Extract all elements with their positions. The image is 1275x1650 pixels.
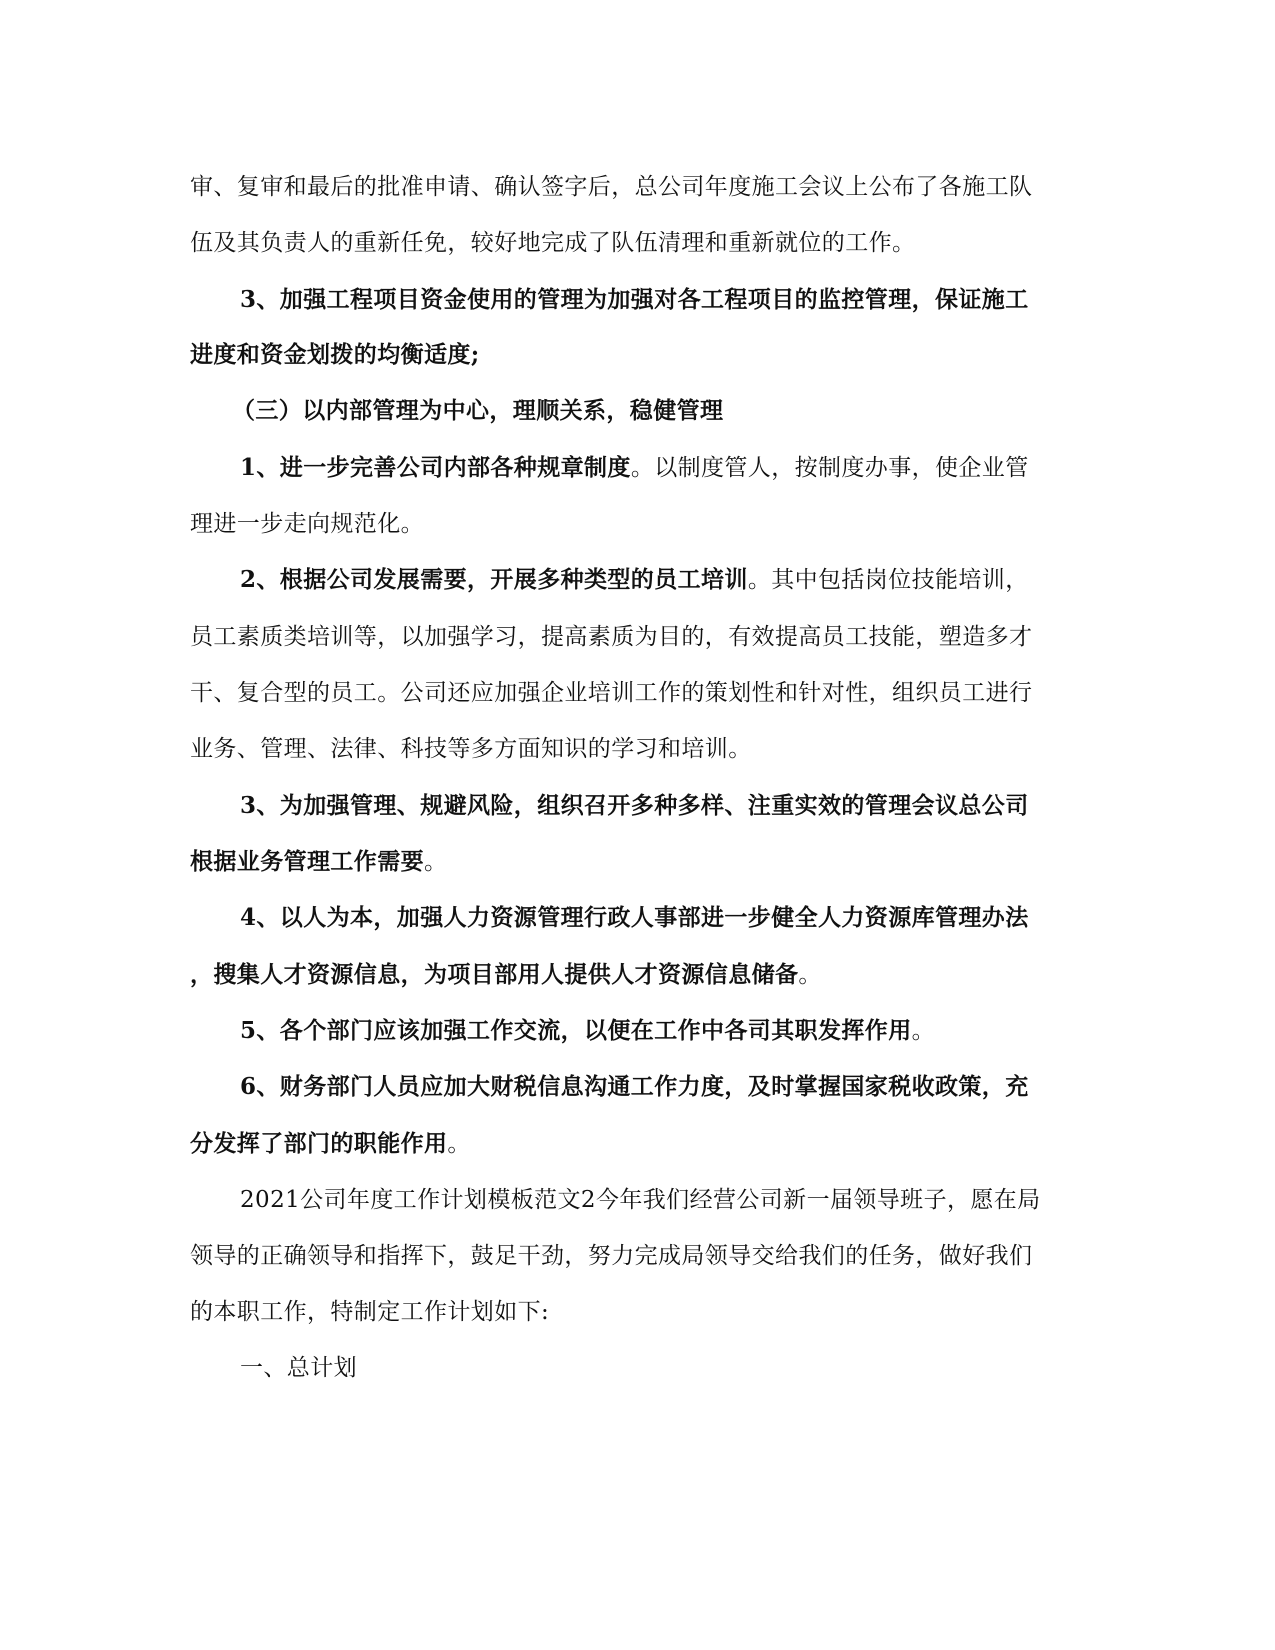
paragraph-line: [190, 847, 1090, 877]
numbered-item-heading: 3、为加强管理、规避风险，组织召开多种多样、注重实效的管理会议总公司: [240, 792, 1029, 819]
section-heading: （三）以内部管理为中心，理顺关系，稳健管理: [232, 397, 724, 424]
inline-bold-text: 1、进一步完善公司内部各种规章制度: [240, 454, 631, 481]
section-heading: 一、总计划: [240, 1355, 357, 1381]
numbered-item-heading: 6、财务部门人员应加大财税信息沟通工作力度，及时掌握国家税收政策，充: [240, 1073, 1029, 1100]
paragraph-line: 的本职工作，特制定工作计划如下:: [190, 1299, 550, 1325]
numbered-item-heading: 4、以人为本，加强人力资源管理行政人事部进一步健全人力资源库管理办法: [240, 904, 1029, 931]
inline-text: 。其中包括岗位技能培训，: [747, 567, 1029, 593]
paragraph-line: 业务、管理、法律、科技等多方面知识的学习和培训。: [190, 736, 752, 762]
paragraph-line: 伍及其负责人的重新任免，较好地完成了队伍清理和重新就位的工作。: [190, 230, 916, 256]
inline-text: 。: [911, 1018, 936, 1044]
paragraph-line: 2021公司年度工作计划模板范文2今年我们经营公司新一届领导班子，愿在局: [240, 1187, 1041, 1213]
paragraph-line: [190, 960, 1090, 990]
inline-text: 。: [447, 1131, 471, 1157]
paragraph-line: 领导的正确领导和指挥下，鼓足干劲，努力完成局领导交给我们的任务，做好我们: [190, 1243, 1033, 1269]
inline-text: 。: [798, 962, 822, 988]
inline-text: 。以制度管人，按制度办事，使企业管: [630, 455, 1029, 481]
paragraph-line: 理进一步走向规范化。: [190, 511, 424, 537]
paragraph-line: [190, 1129, 1090, 1159]
paragraph-line: [240, 1016, 1090, 1046]
paragraph-line: [240, 565, 1090, 595]
inline-bold-text: 分发挥了部门的职能作用: [190, 1130, 448, 1157]
inline-bold-text: ，搜集人才资源信息，为项目部用人提供人才资源信息储备: [190, 961, 799, 988]
paragraph-line: 审、复审和最后的批准申请、确认签字后，总公司年度施工会议上公布了各施工队: [190, 174, 1033, 200]
inline-bold-text: 根据业务管理工作需要: [190, 848, 424, 875]
inline-bold-text: 5、各个部门应该加强工作交流，以便在工作中各司其职发挥作用: [240, 1017, 912, 1044]
paragraph-line: 干、复合型的员工。公司还应加强企业培训工作的策划性和针对性，组织员工进行: [190, 680, 1033, 706]
inline-bold-text: 2、根据公司发展需要，开展多种类型的员工培训: [240, 566, 748, 593]
paragraph-line: 员工素质类培训等，以加强学习，提高素质为目的，有效提高员工技能，塑造多才: [190, 624, 1033, 650]
numbered-item-heading: 进度和资金划拨的均衡适度;: [190, 341, 480, 368]
inline-text: 。: [424, 849, 448, 875]
numbered-item-heading: 3、加强工程项目资金使用的管理为加强对各工程项目的监控管理，保证施工: [240, 286, 1029, 313]
paragraph-line: [240, 453, 1090, 483]
